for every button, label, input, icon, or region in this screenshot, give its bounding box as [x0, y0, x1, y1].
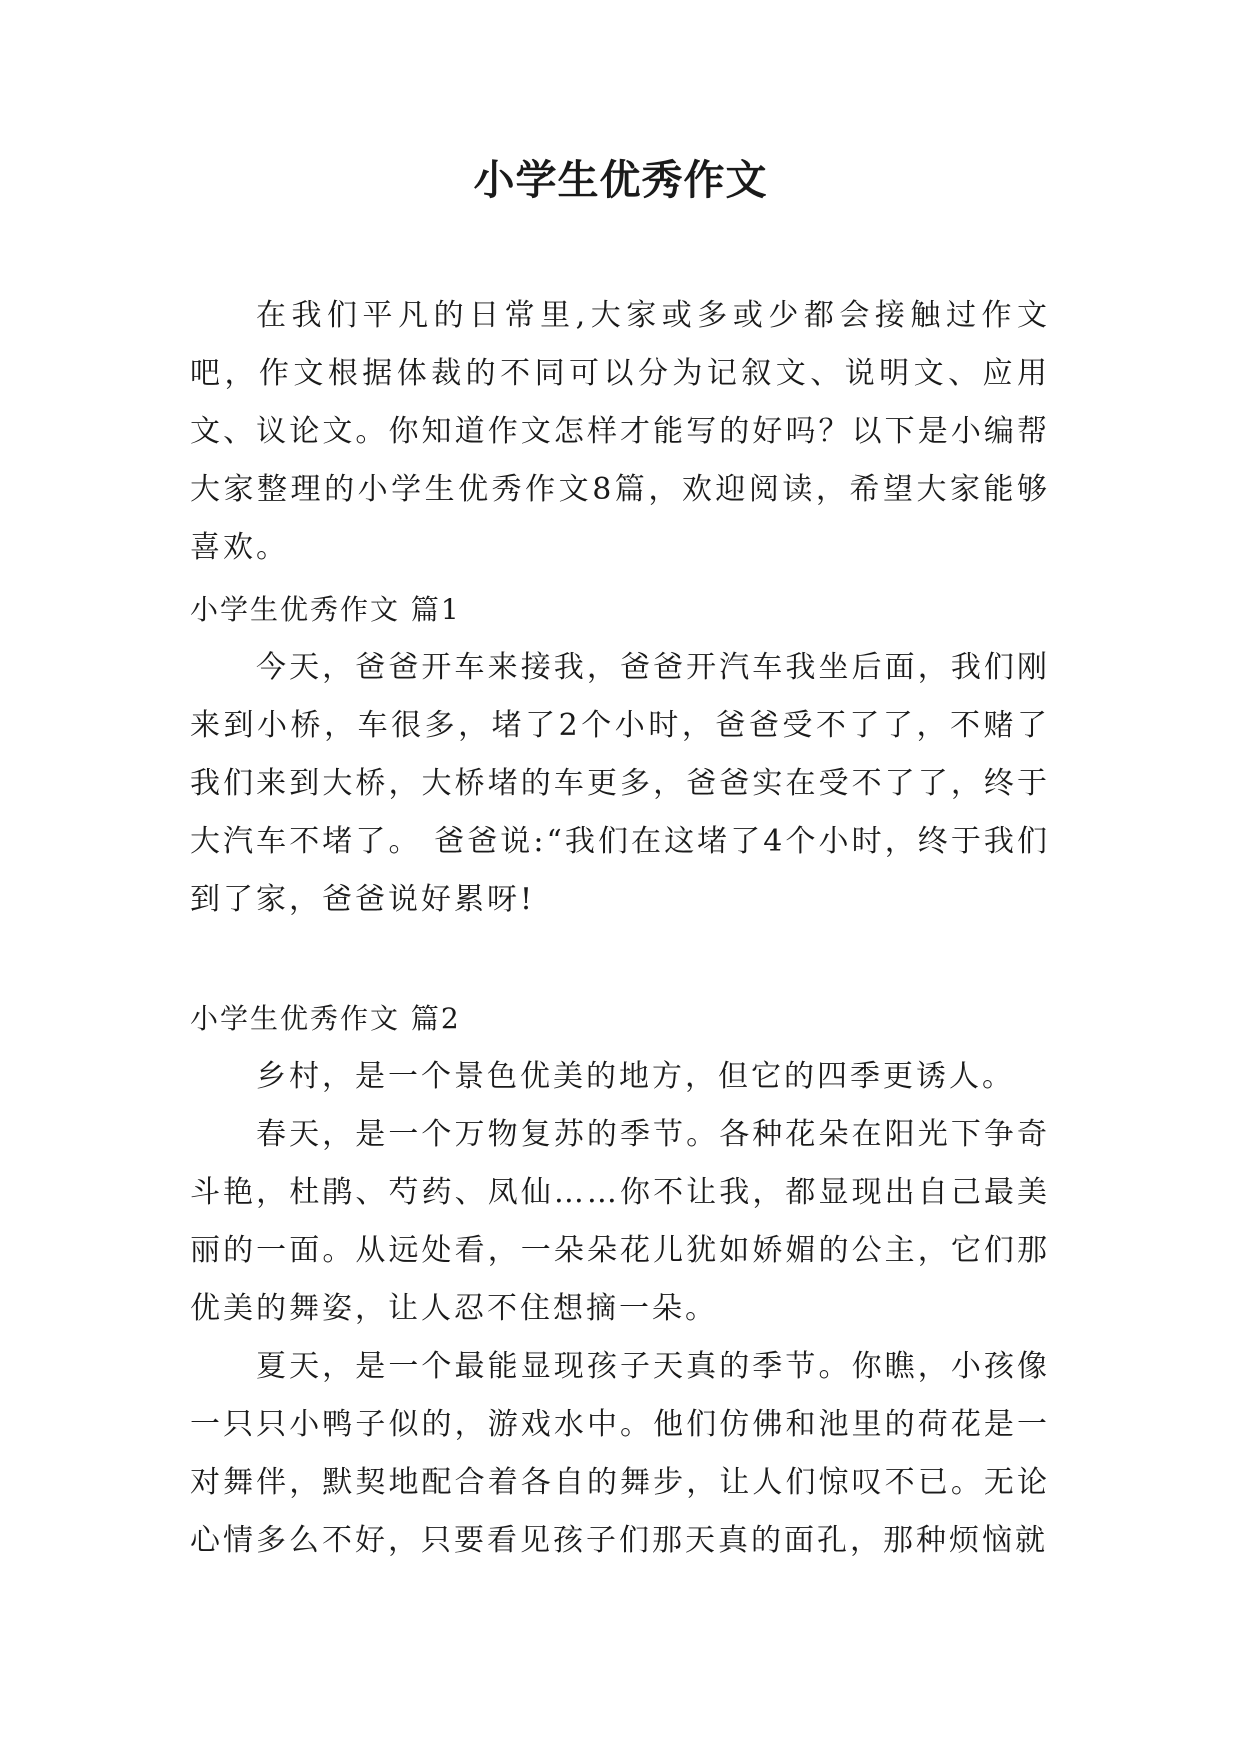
- section-heading: 小学生优秀作文 篇1: [190, 593, 461, 626]
- section-2: [190, 990, 1050, 1570]
- section-paragraph: 夏天，是一个最能显现孩子天真的季节。你瞧，小孩像一只只小鸭子似的，游戏水中。他们仿佛和池里的荷花是一对舞伴，默契地配合着各自的舞步，让人们惊叹不已。无论心情多么不好，只要看见孩子们那天真的面孔，那种烦恼就: [190, 1349, 1050, 1558]
- document-title: 小学生优秀作文: [473, 156, 768, 204]
- section-paragraph: 今天，爸爸开车来接我，爸爸开汽车我坐后面，我们刚来到小桥，车很多，堵了2个小时，爸爸受不了了，不赌了我们来到大桥，大桥堵的车更多，爸爸实在受不了了，终于大汽车不堵了。 爸爸说:“我们在这堵了4个小时，终于我们到了家，爸爸说好累呀!: [190, 650, 1050, 917]
- section-paragraph: 乡村，是一个景色优美的地方，但它的四季更诱人。: [256, 1059, 1015, 1094]
- intro-block: [190, 287, 1050, 577]
- intro-paragraph: 在我们平凡的日常里,大家或多或少都会接触过作文吧，作文根据体裁的不同可以分为记叙文、说明文、应用文、议论文。你知道作文怎样才能写的好吗？以下是小编帮大家整理的小学生优秀作文8篇，欢迎阅读，希望大家能够喜欢。: [190, 298, 1050, 565]
- section-1: [190, 581, 1050, 929]
- section-paragraph: 春天，是一个万物复苏的季节。各种花朵在阳光下争奇斗艳，杜鹃、芍药、凤仙……你不让我，都显现出自己最美丽的一面。从远处看，一朵朵花儿犹如娇媚的公主，它们那优美的舞姿，让人忍不住想摘一朵。: [190, 1117, 1050, 1326]
- section-heading: 小学生优秀作文 篇2: [190, 1002, 461, 1035]
